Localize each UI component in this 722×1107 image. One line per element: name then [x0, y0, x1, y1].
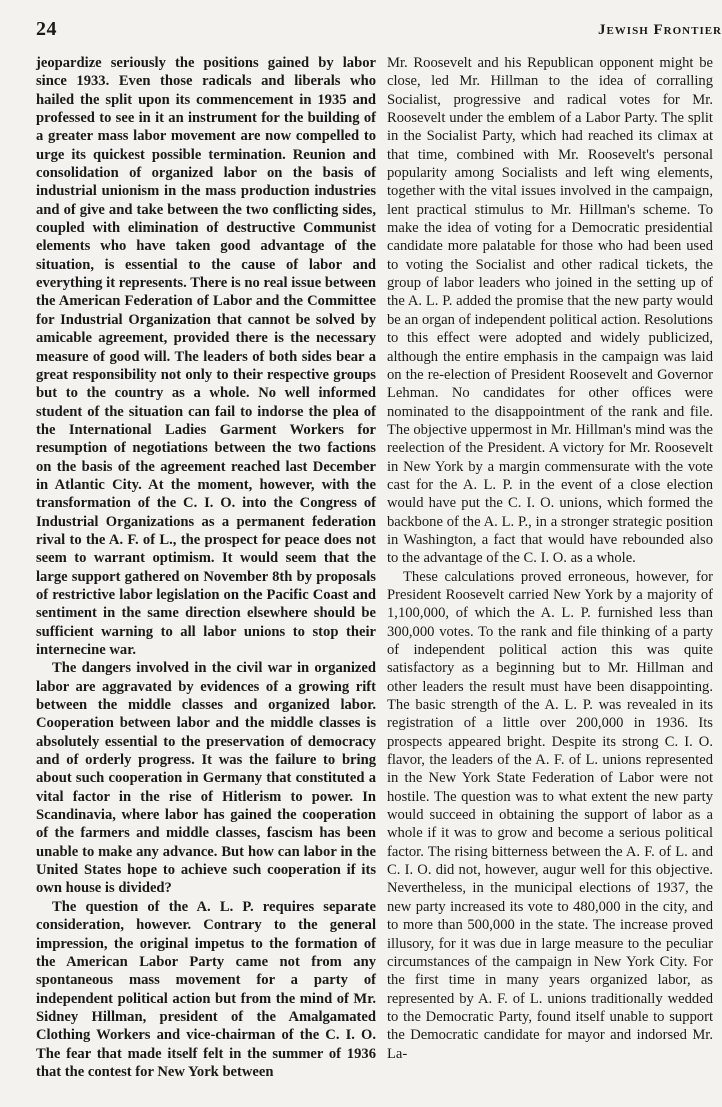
paragraph: The dangers involved in the civil war in organized labor are aggravated by evidences of a growing rift between the middle classes and organized labor. Cooperation between labor and the middle classes is absolutely essential to the preservation of democracy and of orderly progress. It was the failure to bring about such cooperation in Germany that constituted a vital factor in the rise of Hitlerism to power. In Scandinavia, where labor has gained the cooperation of the farmers and middle classes, fascism has been unable to make any advance. But how can labor in the United States hope to achieve such cooperation if its own house is divided?	[36, 660, 376, 897]
paragraph: jeopardize seriously the positions gained by labor since 1933. Even those radicals and liberals who hailed the split upon its commencement in 1935 and professed to see in it an instrument for the building of a greater mass labor movement are now compelled to urge its quickest possible termination. Reunion and consolidation of organized labor on the basis of industrial unionism in the mass production industries and of give and take between the two conflicting sides, coupled with elimination of destructive Communist elements who have taken good advantage of the situation, is essential to the cause of labor and everything it represents. There is no real issue between the American Federation of Labor and the Committee for Industrial Organization that cannot be solved by amicable agreement, provided there is the necessary measure of good will. The leaders of both sides bear a great responsibility not only to their respective groups but to the country as a whole. No well informed student of the situation can fail to indorse the plea of the International Ladies Garment Workers for resumption of negotiations between the two factions on the basis of the agreement reached last December in Atlantic City. At the moment, however, with the transformation of the C. I. O. into the Congress of Industrial Organizations as a permanent federation rival to the A. F. of L., the prospect for peace does not seem to warrant optimism. It would seem that the large support gathered on November 8th by proposals of restrictive labor legislation on the Pacific Coast and sentiment in the same direction elsewhere should be sufficient warning to all labor unions to stop their internecine war.	[36, 55, 376, 658]
paragraph: These calculations proved erroneous, however, for President Roosevelt carried New York by a majority of 1,100,000, of which the A. L. P. furnished less than 300,000 votes. To the rank and file thinking of a party of independent political action this was quite satisfactory as a beginning but to Mr. Hillman and other leaders the result must have been disappointing. The basic strength of the A. L. P. was revealed in its registration of a little over 200,000 in 1936. Its prospects appeared bright. Despite its strong C. I. O. flavor, the leaders of the A. F. of L. unions represented in the New York State Federation of Labor were not hostile. The question was to what extent the new party would succeed in obtaining the support of labor as a whole if it was to grow and become a serious political factor. The rising bitterness between the A. F. of L. and C. I. O. did not, however, augur well for this objective. Nevertheless, in the municipal elections of 1937, the new party increased its vote to 480,000 in the city, and to more than 500,000 in the state. The increase proved illusory, for it was due in large measure to the peculiar circumstances of the campaign in New York City. For the first time in many years organized labor, as represented by A. F. of L. unions traditionally wedded to the Democratic Party, found itself unable to support the Democratic candidate for mayor and indorsed Mr. La-	[387, 568, 713, 1062]
page-number: 24	[36, 18, 57, 40]
paragraph: Mr. Roosevelt and his Republican opponent might be close, led Mr. Hillman to the idea of corralling Socialist, progressive and radical votes for Mr. Roosevelt under the emblem of a Labor Party. The split in the Socialist Party, which had reached its climax at that time, combined with Mr. Roosevelt's personal popularity among Socialists and left wing elements, together with the vital issues involved in the campaign, lent practical stimulus to Mr. Hillman's scheme. To make the idea of voting for a Democratic presidential candidate more palatable for those who had been used to voting the Socialist and other radical tickets, the group of labor leaders who joined in the setting up of the A. L. P. added the promise that the new party would be an organ of independent political action. Resolutions to this effect were adopted and widely publicized, although the entire emphasis in the campaign was laid on the re-election of President Roosevelt and Governor Lehman. No candidates for other offices were nominated to the disappointment of the rank and file. The objective uppermost in Mr. Hillman's mind was the reelection of the President. A victory for Mr. Roosevelt in New York by a margin commensurate with the vote cast for the A. L. P. in the event of a close election would have put the C. I. O. unions, which formed the backbone of the A. L. P., in a stronger strategic position in Washington, a fact that would have rebounded also to the advantage of the C. I. O. as a whole.	[387, 55, 713, 567]
left-column	[36, 54, 376, 1081]
paragraph: The question of the A. L. P. requires separate consideration, however. Contrary to the general impression, the original impetus to the formation of the American Labor Party came not from any spontaneous mass movement for a party of independent political action but from the mind of Mr. Sidney Hillman, president of the Amalgamated Clothing Workers and vice-chairman of the C. I. O. The fear that made itself felt in the summer of 1936 that the contest for New York between	[36, 898, 376, 1080]
right-column	[387, 54, 713, 1063]
running-head: Jewish Frontier	[597, 22, 722, 38]
page-header	[36, 18, 722, 42]
